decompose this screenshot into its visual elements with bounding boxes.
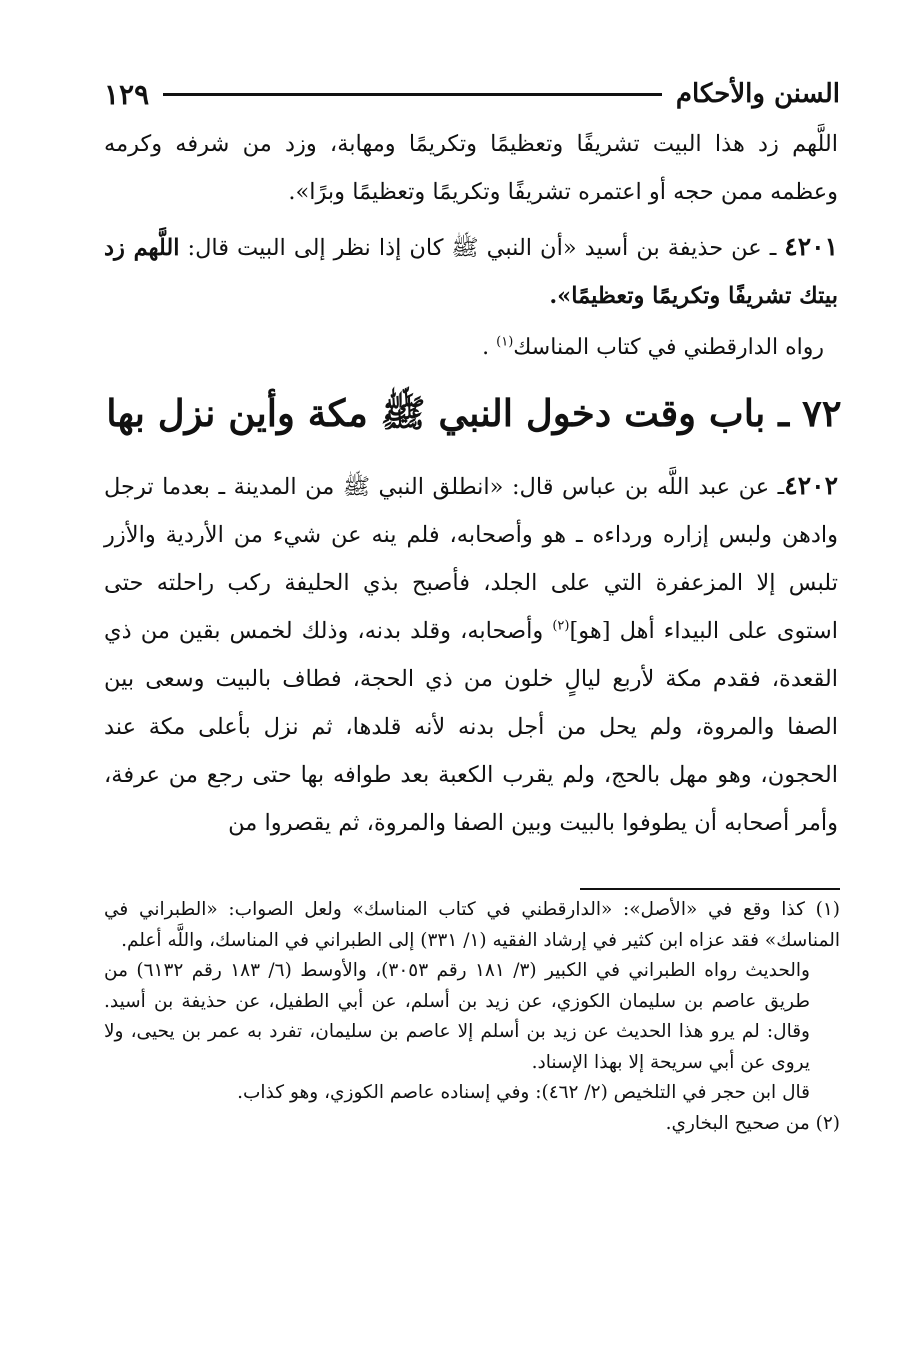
hadith-text-part1: ـ عن عبد اللَّه بن عباس قال: «انطلق النبي ﷺ من المدينة ـ بعدما ترجل وادهن ولبس إزاره ورداءه ـ هو وأصحابه، فلم ينه عن شيء من الأردية والأزر تلبس إلا المزعفرة التي على الجلد، فأصبح بذي الحليفة ركب راحلته حتى استوى على البيداء أهل [هو] <box>104 474 838 644</box>
footnote-1: (١) كذا وقع في «الأصل»: «الدارقطني في كتاب المناسك» ولعل الصواب: «الطبراني في المناسك» فقد عزاه ابن كثير في إرشاد الفقيه (١/ ٣٣١) إلى الطبراني في المناسك، واللَّه أعلم. <box>104 899 840 951</box>
hadith-number: ٤٢٠٢ <box>784 471 838 500</box>
intro-text: اللَّهم زد هذا البيت تشريفًا وتعظيمًا وتكريمًا ومهابة، وزد من شرفه وكرمه وعظمه ممن حجه أو اعتمره تشريفًا وتكريمًا وتعظيمًا وبرًا». <box>104 131 838 205</box>
page-number: ١٢٩ <box>104 77 150 111</box>
header-title: السنن والأحكام <box>675 79 840 109</box>
header-rule <box>163 93 662 96</box>
footnotes <box>104 895 840 1139</box>
footnote-1-note: قال ابن حجر في التلخيص (٢/ ٤٦٢): وفي إسناده عاصم الكوزي، وهو كذاب. <box>237 1082 810 1103</box>
footnote-1-detail: والحديث رواه الطبراني في الكبير (٣/ ١٨١ رقم ٣٠٥٣)، والأوسط (٦/ ١٨٣ رقم ٦١٣٢) من طريق عاصم بن سليمان الكوزي، عن زيد بن أسلم، عن أبي الطفيل، عن حذيفة بن أسيد. وقال: لم يرو هذا الحديث عن زيد بن أسلم إلا عاصم بن سليمان، تفرد به عمر بن يحيى، ولا يروى عن أبي سريحة إلا بهذا الإسناد. <box>104 960 810 1073</box>
hadith-4201 <box>104 223 838 320</box>
source-end: . <box>482 335 497 360</box>
hadith-number: ٤٢٠١ <box>784 232 839 261</box>
intro-paragraph <box>104 120 838 216</box>
footnote-ref-2[interactable]: (٢) <box>552 618 570 634</box>
hadith-dua: اللَّهم زد بيتك تشريفًا وتكريمًا وتعظيمًا <box>104 235 838 309</box>
footnote-divider <box>580 888 840 890</box>
source-text: رواه الدارقطني في كتاب المناسك <box>513 335 824 360</box>
footnote-ref-1[interactable]: (١) <box>496 334 514 350</box>
chapter-heading: ٧٢ ـ باب وقت دخول النبي ﷺ مكة وأين نزل بها <box>106 391 842 435</box>
hadith-source-note <box>104 328 824 368</box>
running-header <box>104 72 840 116</box>
hadith-dua-end: ». <box>549 283 572 309</box>
footnote-2: (٢) من صحيح البخاري. <box>665 1112 840 1134</box>
hadith-text: ـ عن حذيفة بن أسيد «أن النبي ﷺ كان إذا نظر إلى البيت قال: <box>179 235 785 261</box>
hadith-text-part2: وأصحابه، وقلد بدنه، وذلك لخمس بقين من ذي القعدة، فقدم مكة لأربع ليالٍ خلون من ذي الحجة، فطاف بالبيت وسعى بين الصفا والمروة، ولم يحل من أجل بدنه لأنه قلدها، ثم نزل بأعلى مكة عند الحجون، وهو مهل بالحج، ولم يقرب الكعبة بعد طوافه بها حتى رجع من عرفة، وأمر أصحابه أن يطوفوا بالبيت وبين الصفا والمروة، ثم يقصروا من <box>104 618 838 836</box>
hadith-4202 <box>104 462 838 847</box>
